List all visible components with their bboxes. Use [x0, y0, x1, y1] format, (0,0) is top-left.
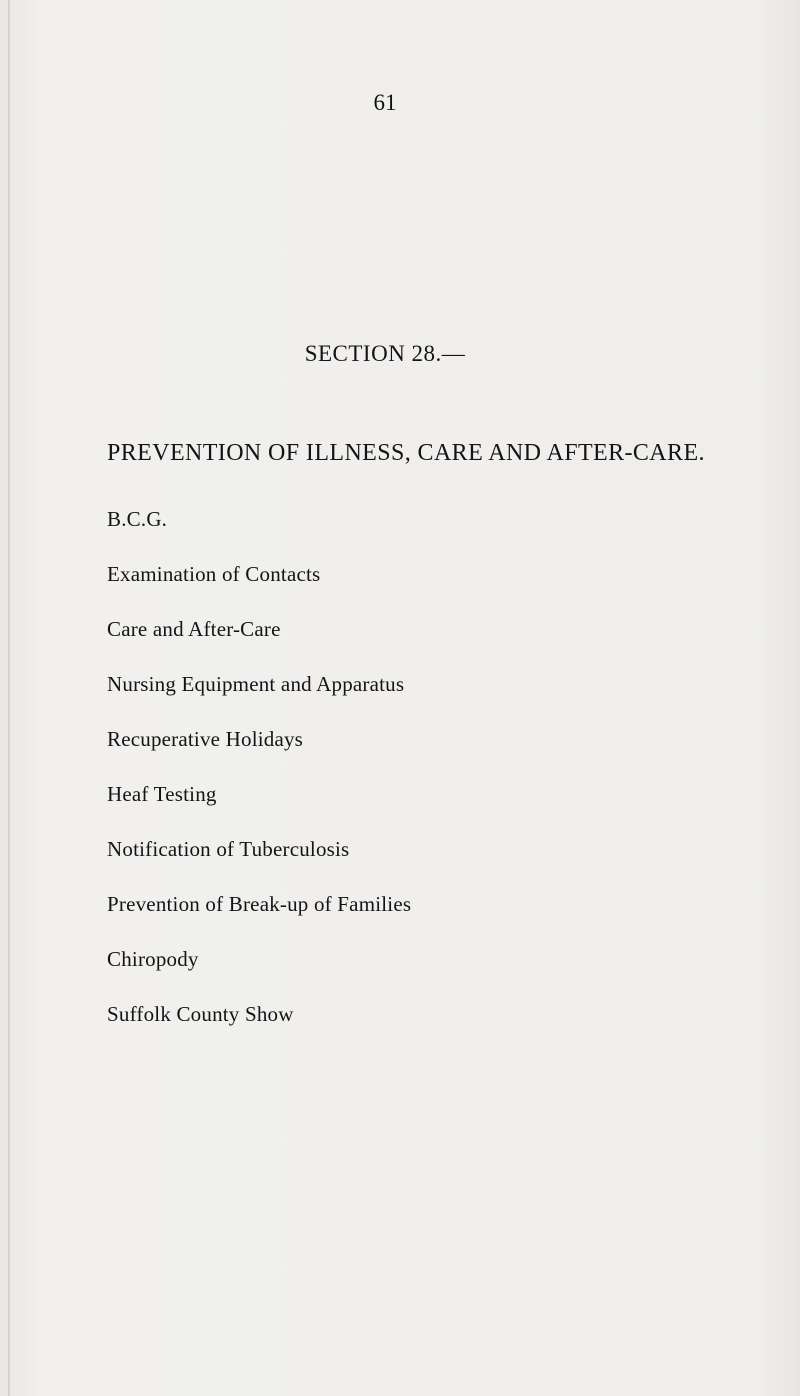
list-item: Notification of Tuberculosis [107, 837, 350, 861]
list-item: Prevention of Break-up of Families [107, 892, 412, 916]
page-edge [8, 0, 10, 1396]
section-heading: PREVENTION OF ILLNESS, CARE AND AFTER-CARE. [107, 440, 705, 466]
list-item: Care and After-Care [107, 617, 281, 641]
page-number: 61 [373, 90, 397, 115]
list-item: Recuperative Holidays [107, 727, 304, 751]
section-title: SECTION 28.— [304, 341, 466, 366]
list-item: Nursing Equipment and Apparatus [107, 672, 405, 696]
list-item: Chiropody [107, 947, 199, 971]
list-item: Suffolk County Show [107, 1002, 294, 1026]
contents-list [107, 503, 411, 1053]
list-item: Examination of Contacts [107, 562, 321, 586]
list-item: B.C.G. [107, 507, 168, 531]
list-item: Heaf Testing [107, 782, 217, 806]
